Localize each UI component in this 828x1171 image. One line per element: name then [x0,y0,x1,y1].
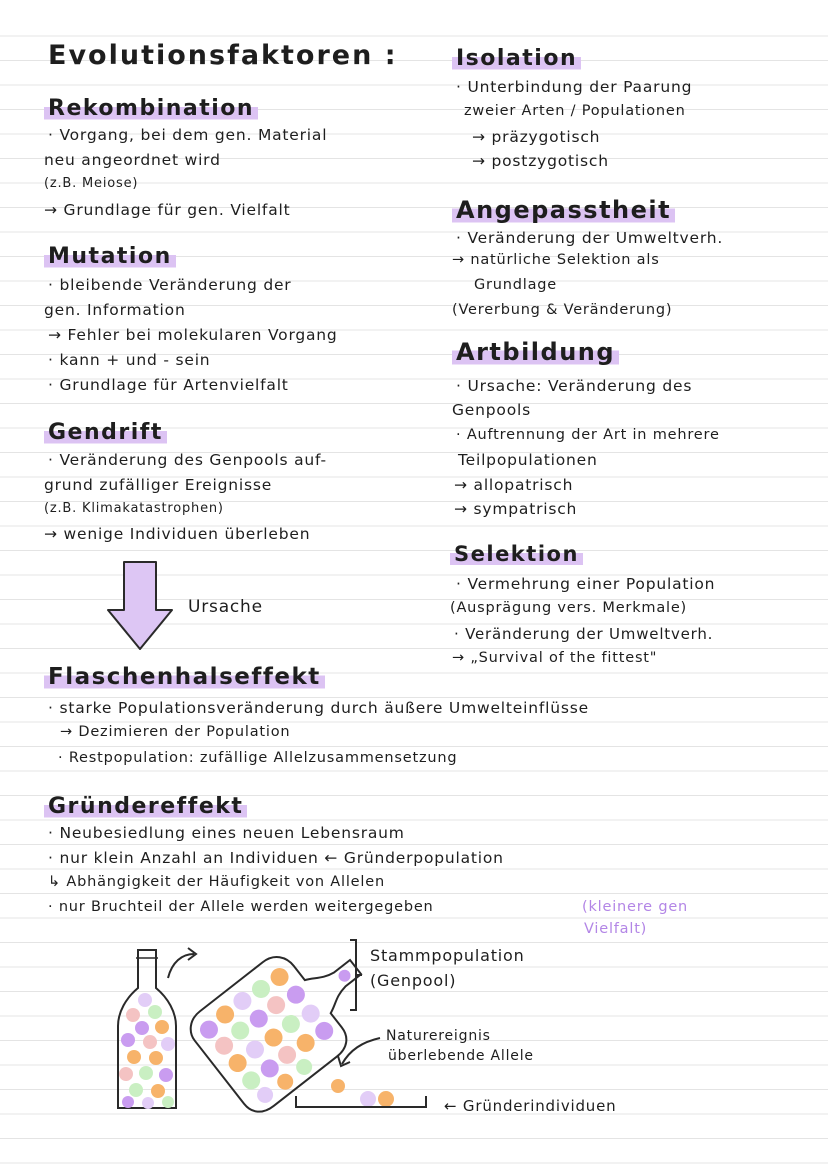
mutation-line: · kann + und - sein [48,351,211,369]
flaschenhals-line: · starke Populationsveränderung durch äußere Umwelteinflüsse [48,699,589,717]
gruender-line: ↳ Abhängigkeit der Häufigkeit von Allelen [48,874,385,890]
selektion-line: · Vermehrung einer Population [456,575,716,593]
gruender-line: · Neubesiedlung eines neuen Lebensraum [48,824,405,842]
mutation-line: · bleibende Veränderung der [48,276,292,294]
artbildung-line: Teilpopulationen [458,451,598,469]
angepasstheit-line: Grundlage [474,277,558,293]
allele-drop [378,1091,394,1107]
ueberlebende-allele-label: überlebende Allele [388,1048,534,1064]
down-arrow-icon [105,560,175,652]
gendrift-line: grund zufälliger Ereignisse [44,476,273,494]
mutation-line: → Fehler bei molekularen Vorgang [48,326,338,344]
heading-selektion: Selektion [450,542,583,566]
tilted-bottle-icon [182,930,391,1119]
isolation-line: → postzygotisch [472,152,609,170]
gruender-line: · nur klein Anzahl an Individuen ← Gründerpopulation [48,849,504,867]
gruenderindividuen-label: ← Gründerindividuen [444,1097,617,1115]
gendrift-line: · Veränderung des Genpools auf- [48,451,327,469]
heading-angepasstheit: Angepasstheit [452,196,675,224]
selektion-line: · Veränderung der Umweltverh. [454,625,714,643]
heading-artbildung: Artbildung [452,338,619,366]
stammpopulation-label: Stammpopulation [370,946,525,965]
angepasstheit-line: (Vererbung & Veränderung) [452,302,673,318]
allele-drop [360,1091,376,1107]
genpool-label: (Genpool) [370,971,457,990]
gendrift-line: (z.B. Klimakatastrophen) [44,501,224,516]
isolation-line: zweier Arten / Populationen [464,103,686,119]
artbildung-line: · Ursache: Veränderung des [456,377,693,395]
page-title: Evolutionsfaktoren : [48,40,398,71]
mutation-line: · Grundlage für Artenvielfalt [48,376,289,394]
heading-rekombination: Rekombination [44,96,258,121]
artbildung-line: · Auftrennung der Art in mehrere [456,427,720,443]
flaschenhals-line: · Restpopulation: zufällige Allelzusammensetzung [58,750,458,766]
artbildung-line: → allopatrisch [454,476,574,494]
selektion-line: → „Survival of the fittest" [452,650,658,666]
gruender-note: (kleinere gen [582,899,689,915]
heading-gendrift: Gendrift [44,420,167,445]
artbildung-line: → sympatrisch [454,500,578,518]
upright-bottle-alleles [119,993,175,1109]
gruender-line: · nur Bruchteil der Allele werden weitergegeben [48,899,434,915]
curve-arrow-icon [342,1038,380,1064]
artbildung-line: Genpools [452,401,531,419]
gendrift-line: → wenige Individuen überleben [44,525,311,543]
selektion-line: (Ausprägung vers. Merkmale) [450,600,688,616]
isolation-line: → präzygotisch [472,128,601,146]
rekombination-line: · Vorgang, bei dem gen. Material [48,126,328,144]
isolation-line: · Unterbindung der Paarung [456,78,693,96]
rekombination-line: neu angeordnet wird [44,151,221,169]
mutation-line: gen. Information [44,301,186,319]
heading-mutation: Mutation [44,244,176,269]
rekombination-line: → Grundlage für gen. Vielfalt [44,201,291,219]
angepasstheit-line: · Veränderung der Umweltverh. [456,229,724,247]
ursache-label: Ursache [188,597,263,617]
heading-flaschenhalseffekt: Flaschenhalseffekt [44,664,325,690]
naturereignis-label: Naturereignis [386,1028,491,1044]
rekombination-line: (z.B. Meiose) [44,176,139,191]
bracket-icon [350,940,362,1010]
heading-gruendereffekt: Gründereffekt [44,794,247,819]
flaschenhals-line: → Dezimieren der Population [60,724,291,740]
gruender-note: Vielfalt) [584,921,648,937]
angepasstheit-line: → natürliche Selektion als [452,252,660,268]
allele-drop [331,1079,345,1093]
heading-isolation: Isolation [452,46,581,71]
